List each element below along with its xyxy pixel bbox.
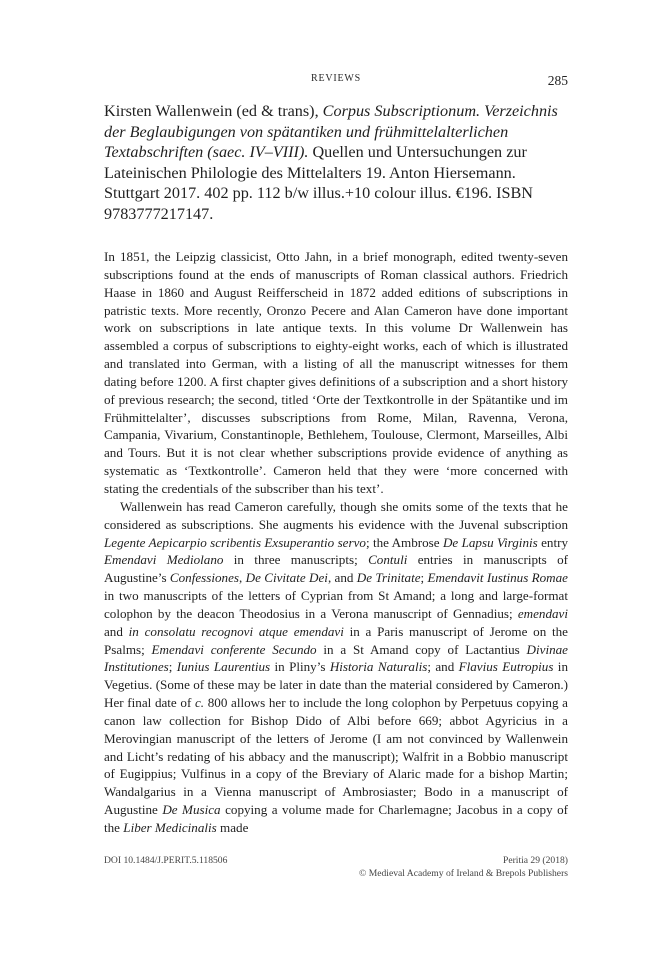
text-segment: made bbox=[216, 820, 249, 835]
citation-author: Kirsten Wallenwein (ed & trans), bbox=[104, 102, 319, 120]
italic-title-segment: De Civitate Dei bbox=[245, 570, 328, 586]
text-segment: , and bbox=[327, 570, 357, 586]
paragraph-2 bbox=[104, 498, 568, 837]
book-citation bbox=[104, 101, 568, 225]
italic-title-segment: Flavius Eutropius bbox=[458, 659, 554, 675]
italic-title-segment: Iunius Laurentius bbox=[176, 659, 271, 675]
italic-title-segment: De Lapsu Virginis bbox=[442, 534, 538, 550]
italic-title-segment: Emendavit Iustinus Romae bbox=[427, 570, 568, 586]
review-body bbox=[104, 248, 568, 837]
italic-title-segment: Liber Medicinalis bbox=[123, 820, 217, 835]
text-segment: copying a volume made for Charlemagne; Jacobus in a copy of the bbox=[104, 802, 568, 835]
text-segment: ; bbox=[420, 570, 428, 586]
text-segment: in Vegetius. (Some of these may be later in date than the material considered by Cameron.) Her final date of bbox=[104, 659, 568, 711]
copyright: © Medieval Academy of Ireland & Brepols Publishers bbox=[359, 867, 568, 879]
italic-title-segment: c. bbox=[194, 695, 205, 711]
italic-title-segment: De Trinitate bbox=[356, 570, 421, 586]
text-segment: 800 allows her to include the long colophon by Perpetuus copying a canon law collection for Bishop Dido of Albi before 669; abbot Agyricius in a Merovingian manuscript of the letters of Jerome (I am not convinced by Wallenwein and Licht’s redating of his abbacy and the manuscript); Walfrit in a Bobbio manuscript of Eugippius; Vulfinus in a copy of the Breviary of Alaric made for a bishop Martin; Wandalgarius in a Vienna manuscript of Ambrosiaster; Bodo in a manuscript of Augustine bbox=[104, 695, 568, 818]
text-segment: ; and bbox=[427, 659, 459, 675]
italic-title-segment: Emendavi conferente Secundo bbox=[151, 641, 317, 657]
running-title: REVIEWS bbox=[310, 73, 362, 84]
citation-details: Quellen und Untersuchungen zur Lateinischen Philologie des Mittelalters 19. Anton Hiersemann. Stuttgart 2017. 402 pp. 112 b/w illus.+10 colour illus. €196. ISBN 9783777217147. bbox=[104, 143, 533, 223]
text-segment: , bbox=[239, 570, 246, 586]
text-segment: Wallenwein has read Cameron carefully, though she omits some of the texts that he considered as subscriptions. She augments his evidence with the Juvenal subscription bbox=[104, 498, 568, 532]
citation-title: Corpus Subscriptionum. Verzeichnis der Beglaubigungen von spätantiken und frühmittelalterlichen Textabschriften (saec. IV–VIII). bbox=[104, 102, 558, 162]
italic-title-segment: Divinae Institutiones bbox=[104, 641, 568, 675]
italic-title-segment: Historia Naturalis bbox=[329, 659, 428, 675]
text-segment: in a Paris manuscript of Jerome on the Psalms; bbox=[104, 623, 568, 657]
text-segment: entries in manuscripts of Augustine’s bbox=[104, 552, 568, 586]
italic-title-segment: emendavi bbox=[517, 605, 568, 621]
italic-title-segment: Legente Aepicarpio scribentis Exsuperantio servo bbox=[104, 534, 366, 550]
text-segment: in two manuscripts of the letters of Cyprian from St Amand; a long and large-format colophon by the deacon Theodosius in a Verona manuscript of Gennadius; bbox=[104, 588, 568, 621]
text-segment: and bbox=[104, 623, 129, 639]
journal-issue: Peritia 29 (2018) bbox=[502, 855, 568, 866]
italic-title-segment: Emendavi Mediolano bbox=[104, 552, 224, 568]
italic-title-segment: De Musica bbox=[162, 802, 221, 818]
paragraph-1: In 1851, the Leipzig classicist, Otto Jahn, in a brief monograph, edited twenty-seven subscriptions found at the ends of manuscripts of Roman classical authors. Friedrich Haase in 1860 and August Reifferscheid in 1872 added editions of subscriptions in patristic texts. More recently, Oronzo Pecere and Alan Cameron have done important work on subscriptions in late antique texts. In this volume Dr Wallenwein has assembled a corpus of subscriptions to eighty-eight works, each of which is illustrated and translated into German, with a listing of all the manuscript witnesses for them dating before 1200. A first chapter gives definitions of a subscription and a short history of previous research; the second, titled ‘Orte der Textkontrolle in der Spätantike und im Frühmittelalter’, discusses subscriptions from Rome, Milan, Ravenna, Verona, Campania, Vivarium, Constantinople, Bethlehem, Toulouse, Clermont, Marseilles, Albi and Tours. But it is not clear whether subscriptions provide evidence of anything as systematic as ‘Textkontrolle’. Cameron held that they were ‘more concerned with stating the credentials of the subscriber than his text’. bbox=[104, 249, 568, 496]
text-segment: in Pliny’s bbox=[270, 659, 330, 675]
text-segment: in a St Amand copy of Lactantius bbox=[316, 641, 527, 657]
text-segment: in three manuscripts; bbox=[223, 552, 369, 568]
text-segment: ; bbox=[168, 659, 177, 675]
italic-title-segment: Confessiones bbox=[169, 570, 240, 586]
italic-title-segment: in consolatu recognovi atque emendavi bbox=[128, 623, 344, 639]
text-segment: ; the Ambrose bbox=[365, 534, 443, 550]
text-segment: entry bbox=[537, 534, 569, 550]
page-number: 285 bbox=[547, 73, 568, 88]
italic-title-segment: Contuli bbox=[368, 552, 408, 568]
doi: DOI 10.1484/J.PERIT.5.118506 bbox=[104, 855, 228, 866]
